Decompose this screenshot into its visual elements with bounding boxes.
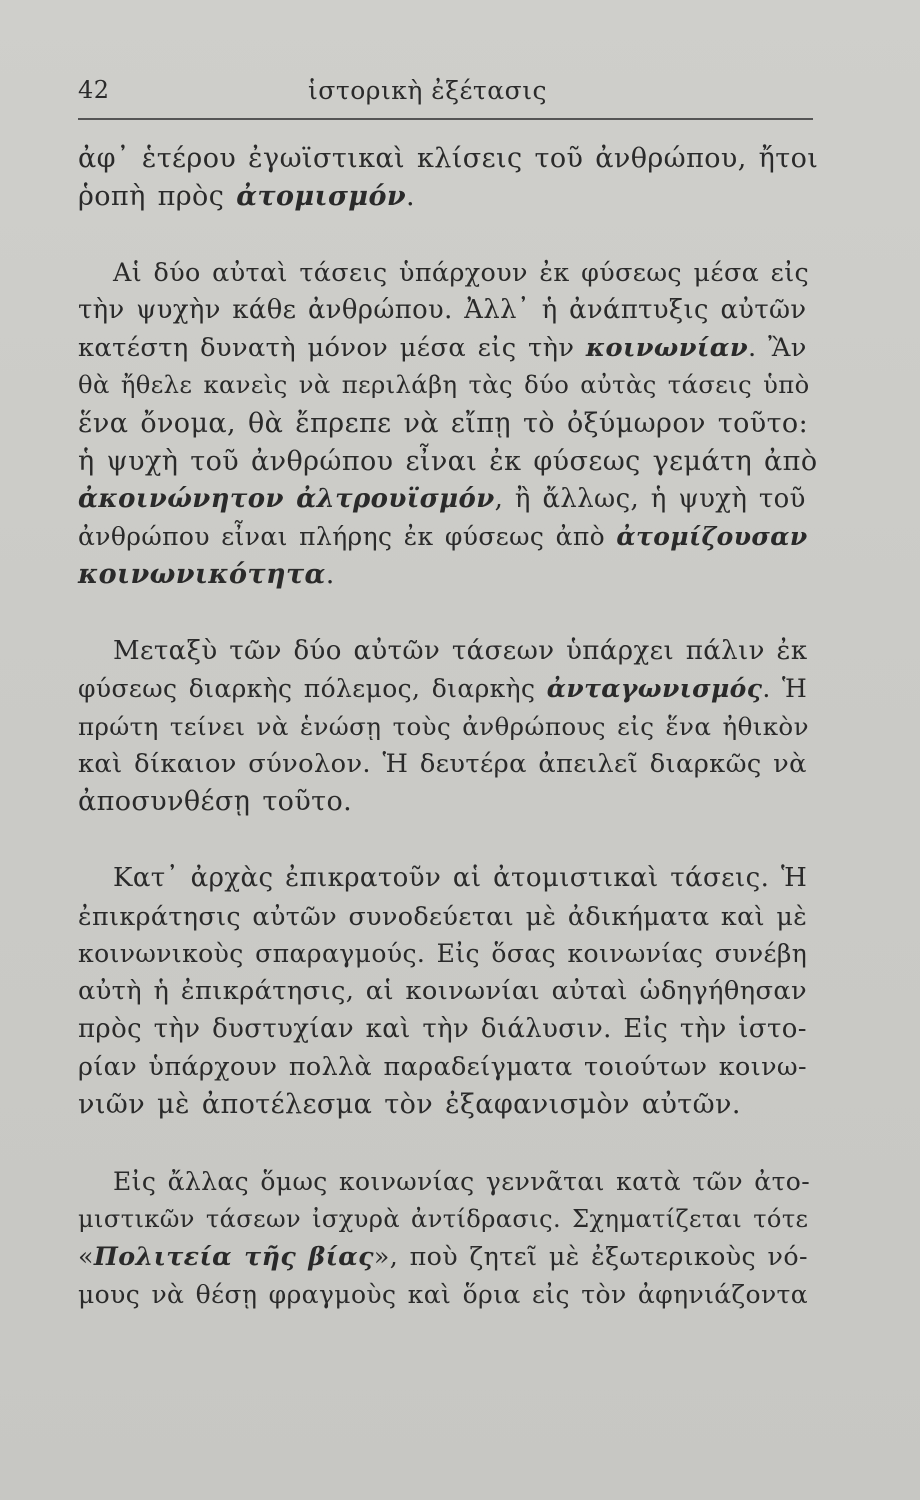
emphasized-text: ἀνταγωνισμός <box>546 674 763 704</box>
paragraph-gap <box>78 1124 820 1163</box>
running-title: ἱστορικὴ ἐξέτασις <box>308 76 548 105</box>
text-run: ἡ ψυχὴ τοῦ ἀνθρώπου εἶναι ἐκ φύσεως γεμάτη ἀπὸ <box>78 445 818 477</box>
text-run: αὐτὴ ἡ ἐπικράτησις, αἱ κοινωνίαι αὐταὶ ὡδηγήθησαν <box>78 976 808 1007</box>
text-run: ἀποσυνθέσῃ τοῦτο. <box>78 786 353 818</box>
text-run: ρίαν ὑπάρχουν πολλὰ παραδείγματα τοιούτων κοινω- <box>78 1051 807 1082</box>
text-line <box>78 746 820 784</box>
text-run: κοινωνικοὺς σπαραγμούς. Εἰς ὅσας κοινωνίας συνέβη <box>78 939 808 969</box>
text-line <box>78 254 820 292</box>
paragraph <box>78 1163 820 1314</box>
text-line <box>78 860 820 898</box>
text-line <box>78 405 820 443</box>
text-run: . <box>406 180 415 212</box>
paragraph-gap <box>78 821 820 860</box>
text-line <box>78 443 820 481</box>
text-run: πρὸς τὴν δυστυχίαν καὶ τὴν διάλυσιν. Εἰς τὴν ἱστο- <box>78 1013 807 1044</box>
text-line <box>78 518 820 556</box>
text-line <box>78 1201 820 1239</box>
text-run: ῥοπὴ πρὸς <box>78 180 237 212</box>
text-line <box>78 481 820 519</box>
text-run: φύσεως διαρκὴς πόλεμος, διαρκὴς <box>78 674 547 704</box>
text-run: ἀφ᾽ ἑτέρου ἐγωϊστικαὶ κλίσεις τοῦ ἀνθρώπου, ἤτοι <box>78 143 819 174</box>
text-run: « <box>78 1242 94 1272</box>
text-run: μιστικῶν τάσεων ἰσχυρὰ ἀντίδρασις. Σχηματίζεται τότε <box>78 1204 809 1233</box>
text-line <box>78 1048 820 1086</box>
text-run: . Ἡ <box>762 674 808 704</box>
text-line <box>78 898 820 936</box>
text-run: νιῶν μὲ ἀποτέλεσμα τὸν ἐξαφανισμὸν αὐτῶν. <box>78 1089 741 1121</box>
text-run: τὴν ψυχὴν κάθε ἀνθρώπου. Ἀλλ᾽ ἡ ἀνάπτυξις αὐτῶν <box>78 295 807 326</box>
text-line <box>78 1086 820 1124</box>
header-rule <box>78 118 813 120</box>
text-line <box>78 1238 820 1276</box>
text-line <box>78 140 820 178</box>
text-run: μους νὰ θέσῃ φραγμοὺς καὶ ὅρια εἰς τὸν ἀφηνιάζοντα <box>78 1279 809 1309</box>
text-run: . Ἂν <box>748 332 807 363</box>
text-line <box>78 783 820 821</box>
emphasized-text: κοινωνίαν <box>585 332 749 363</box>
text-line <box>78 1011 820 1049</box>
emphasized-text: κοινωνικότητα <box>78 558 326 590</box>
text-run: θὰ ἤθελε κανεὶς νὰ περιλάβη τὰς δύο αὐτὰς τάσεις ὑπὸ <box>78 371 810 400</box>
text-run: ἀνθρώπου εἶναι πλήρης ἐκ φύσεως ἀπὸ <box>78 522 617 552</box>
emphasized-text: ἀκοινώνητον ἀλτρουϊσμόν <box>78 483 495 514</box>
text-line <box>78 178 820 216</box>
text-run: ἐπικράτησις αὐτῶν συνοδεύεται μὲ ἀδικήματα καὶ μὲ <box>78 900 808 931</box>
text-run: πρώτη τείνει νὰ ἑνώσῃ τοὺς ἀνθρώπους εἰς ἕνα ἠθικὸν <box>78 711 809 741</box>
emphasized-text: Πολιτεία τῆς βίας <box>93 1241 374 1272</box>
paragraph <box>78 633 820 821</box>
text-line <box>78 935 820 973</box>
text-run: », ποὺ ζητεῖ μὲ ἐξωτερικοὺς νό- <box>373 1242 808 1272</box>
text-run: , ἢ ἄλλως, ἡ ψυχὴ τοῦ <box>494 483 806 514</box>
text-line <box>78 670 820 708</box>
text-line <box>78 1276 820 1314</box>
body-text <box>78 140 820 1314</box>
text-run: Εἰς ἄλλας ὅμως κοινωνίας γεννᾶται κατὰ τῶν ἀτο- <box>113 1166 811 1196</box>
page-number: 42 <box>78 76 110 104</box>
text-run: ἕνα ὄνομα, θὰ ἔπρεπε νὰ εἴπῃ τὸ ὀξύμωρον τοῦτο: <box>78 408 809 440</box>
text-line <box>78 708 820 746</box>
emphasized-text: ἀτομίζουσαν <box>616 522 808 552</box>
text-run: Αἱ δύο αὐταὶ τάσεις ὑπάρχουν ἐκ φύσεως μέσα εἰς <box>113 257 810 288</box>
text-line <box>78 556 820 594</box>
text-run: Μεταξὺ τῶν δύο αὐτῶν τάσεων ὑπάρχει πάλιν ἐκ <box>113 635 808 666</box>
running-head <box>78 76 820 116</box>
text-run: Κατ᾽ ἀρχὰς ἐπικρατοῦν αἱ ἀτομιστικαὶ τάσεις. Ἡ <box>113 863 808 893</box>
text-run: κατέστη δυνατὴ μόνον μέσα εἰς τὴν <box>78 332 586 363</box>
paragraph-gap <box>78 594 820 633</box>
text-run: καὶ δίκαιον σύνολον. Ἡ δευτέρα ἀπειλεῖ διαρκῶς νὰ <box>78 748 807 779</box>
text-line <box>78 973 820 1011</box>
text-line <box>78 367 820 405</box>
text-line <box>78 633 820 671</box>
text-line <box>78 292 820 330</box>
text-line <box>78 330 820 368</box>
paragraph <box>78 254 820 593</box>
paragraph <box>78 860 820 1124</box>
text-line <box>78 1163 820 1201</box>
paragraph <box>78 140 820 215</box>
emphasized-text: ἀτομισμόν <box>236 180 407 212</box>
text-run: . <box>325 558 335 590</box>
paragraph-gap <box>78 215 820 254</box>
